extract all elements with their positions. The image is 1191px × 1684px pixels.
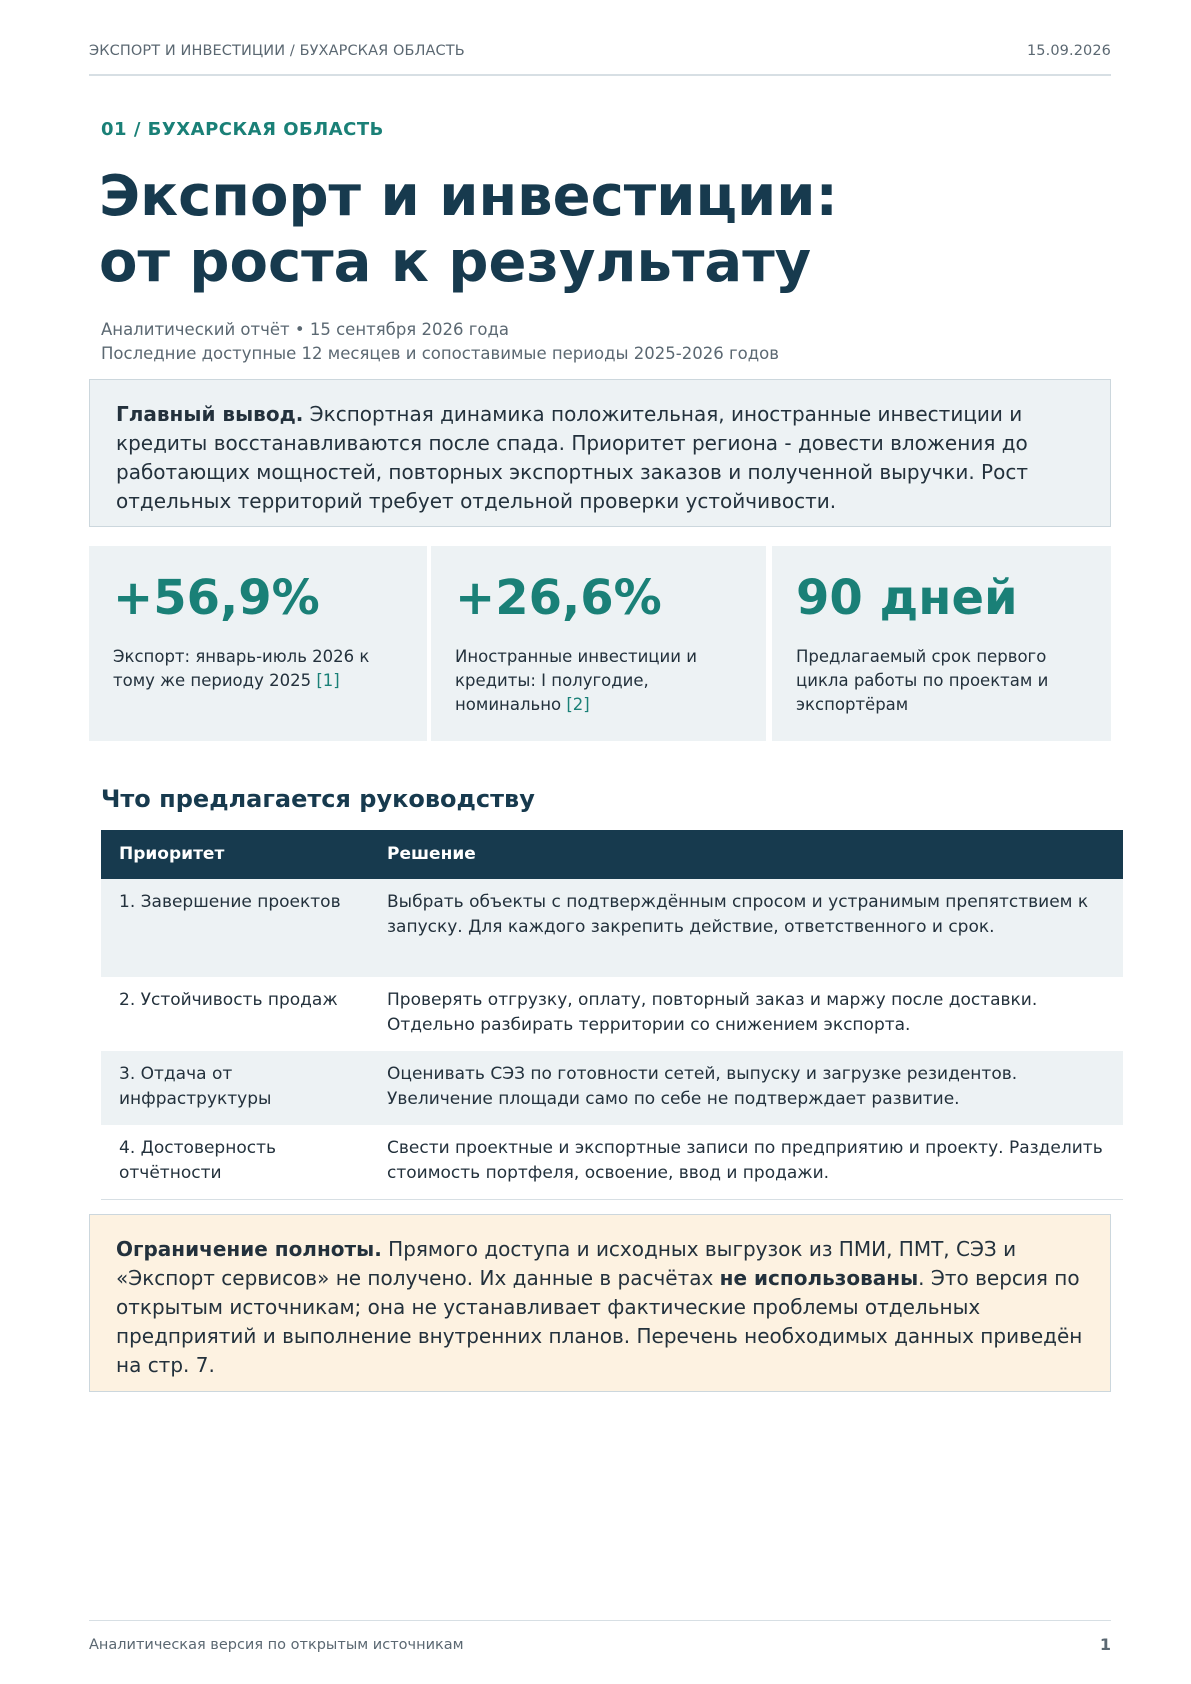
kpi-value: 90 дней (796, 570, 1018, 626)
page-title-line-1: Экспорт и инвестиции: (99, 164, 838, 229)
priority-cell: 3. Отдача от инфраструктуры (101, 1051, 369, 1125)
kpi-reference-link[interactable]: [2] (566, 695, 590, 714)
column-header-decision: Решение (369, 830, 1123, 879)
report-meta (101, 318, 779, 366)
table-row (101, 879, 1123, 977)
section-heading: Что предлагается руководству (101, 785, 535, 813)
limitation-emphasis: не использованы (719, 1266, 919, 1290)
table-row (101, 1051, 1123, 1125)
kpi-description (113, 645, 403, 693)
kpi-card-export (89, 546, 427, 741)
limitation-text-after: . Это версия по открытым источникам; она не устанавливает фактические проблемы отдельных предприятий и выполнение внутренних планов. Перечень необходимых данных приведён на стр. 7. (116, 1266, 1083, 1377)
kpi-value: +56,9% (113, 570, 320, 626)
kpi-card-cycle (772, 546, 1111, 741)
priorities-table (101, 830, 1123, 1200)
page-number: 1 (1099, 1635, 1111, 1654)
footer-note: Аналитическая версия по открытым источникам (89, 1637, 464, 1653)
priority-cell: 2. Устойчивость продаж (119, 990, 338, 1010)
kpi-description (455, 645, 742, 717)
kpi-description (796, 645, 1087, 717)
priority-cell: 4. Достоверность отчётности (101, 1125, 369, 1199)
page-title (99, 164, 1099, 296)
decision-cell: Оценивать СЭЗ по готовности сетей, выпуску и загрузке резидентов. Увеличение площади само по себе не подтверждает развитие. (369, 1051, 1123, 1125)
priority-cell: 1. Завершение проектов (101, 879, 369, 977)
key-finding-label: Главный вывод. (116, 402, 304, 426)
report-meta-line-1: Аналитический отчёт • 15 сентября 2026 года (101, 320, 509, 339)
kpi-row (89, 546, 1111, 741)
kpi-value: +26,6% (455, 570, 662, 626)
kpi-reference-link[interactable]: [1] (316, 671, 340, 690)
kpi-card-investment (431, 546, 766, 741)
decision-cell: Свести проектные и экспортные записи по предприятию и проекту. Разделить стоимость портфеля, освоение, ввод и продажи. (369, 1125, 1123, 1199)
decision-cell: Выбрать объекты с подтверждённым спросом и устранимым препятствием к запуску. Для каждого закрепить действие, ответственного и срок. (369, 879, 1123, 977)
limitation-label: Ограничение полноты. (116, 1237, 382, 1261)
page-footer (89, 1620, 1111, 1654)
table-header-row (101, 830, 1123, 879)
key-finding-text: Экспортная динамика положительная, иностранные инвестиции и кредиты восстанавливаются после спада. Приоритет региона - довести вложения до работающих мощностей, повторных экспортных заказов и полученной выручки. Рост отдельных территорий требует отдельной проверки устойчивости. (116, 402, 1029, 513)
kpi-description-text: Предлагаемый срок первого цикла работы по проектам и экспортёрам (796, 647, 1049, 714)
data-limitation-box (89, 1214, 1111, 1392)
kpi-description-text: Экспорт: январь-июль 2026 к тому же периоду 2025 (113, 647, 370, 690)
running-title: ЭКСПОРТ И ИНВЕСТИЦИИ / БУХАРСКАЯ ОБЛАСТЬ (89, 43, 465, 59)
key-finding-box (89, 379, 1111, 527)
column-header-priority: Приоритет (101, 830, 369, 879)
header-date: 15.09.2026 (1026, 43, 1111, 59)
limitation-text-before: Прямого доступа и исходных выгрузок из ПМИ, ПМТ, СЭЗ и «Экспорт сервисов» не получено. Их данные в расчётах (116, 1237, 1017, 1290)
table-row (101, 1125, 1123, 1199)
table-row (101, 977, 1123, 1051)
kpi-description-text: Иностранные инвестиции и кредиты: I полугодие, номинально (455, 647, 697, 714)
decision-cell: Проверять отгрузку, оплату, повторный заказ и маржу после доставки. Отдельно разбирать территории со снижением экспорта. (387, 990, 1038, 1035)
page-title-line-2: от роста к результату (99, 230, 812, 295)
page-header (89, 38, 1111, 76)
section-kicker: 01 / БУХАРСКАЯ ОБЛАСТЬ (101, 119, 384, 140)
report-meta-line-2: Последние доступные 12 месяцев и сопоставимые периоды 2025-2026 годов (101, 344, 779, 363)
